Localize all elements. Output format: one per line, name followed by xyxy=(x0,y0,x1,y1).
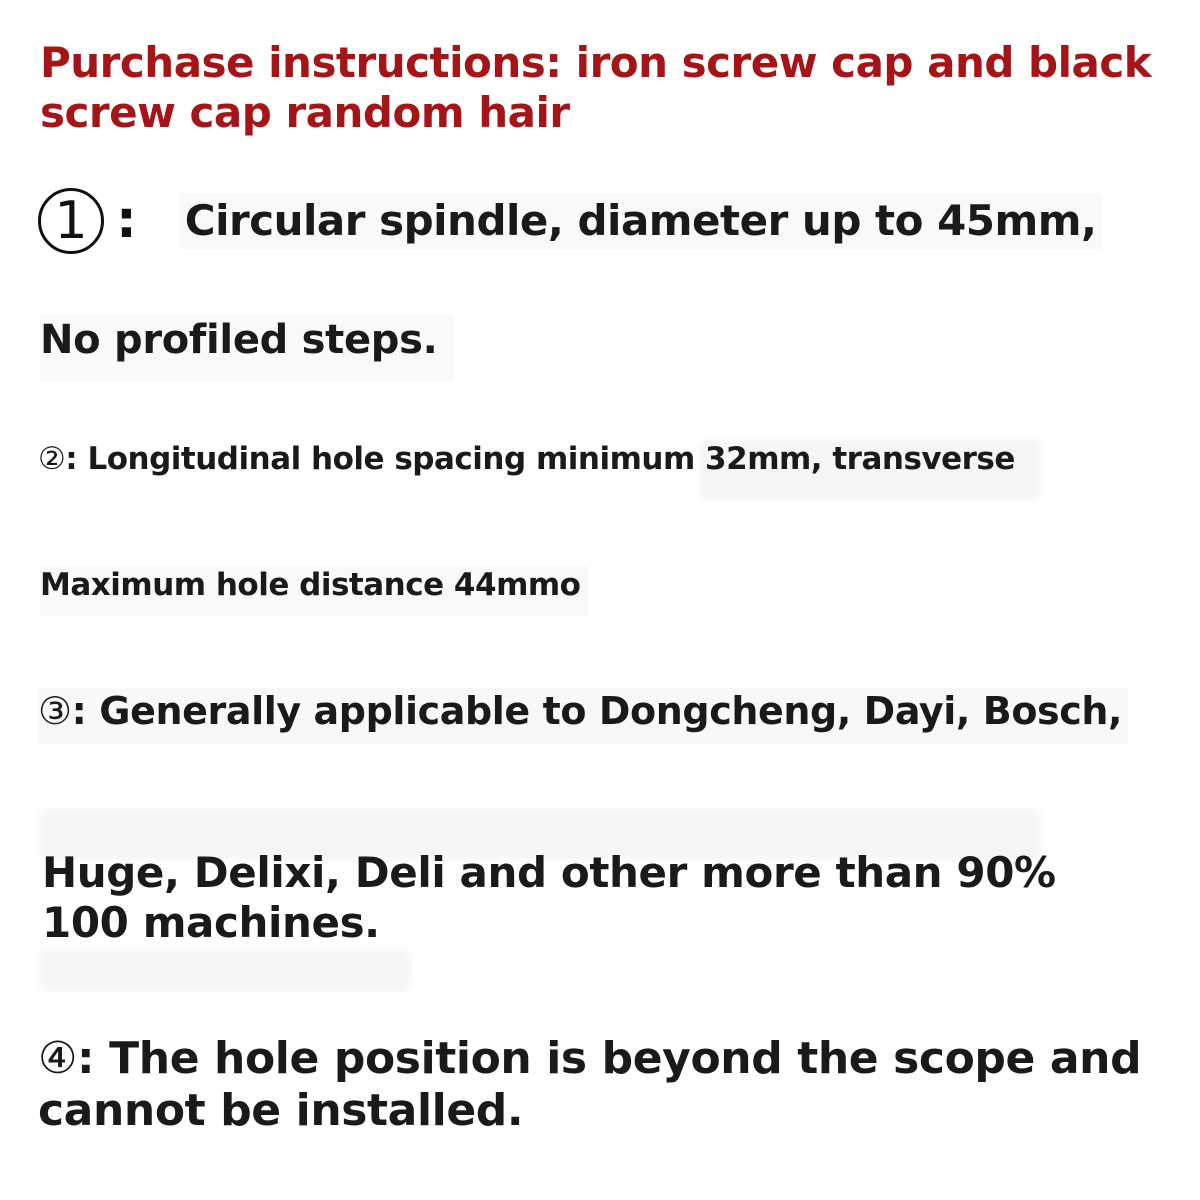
item-number-3: ③ xyxy=(38,689,72,733)
instruction-4 xyxy=(38,1033,1158,1137)
instruction-1 xyxy=(38,186,1103,256)
background-smudge xyxy=(40,950,410,990)
instruction-2-text: : Longitudinal hole spacing minimum 32mm, transverse xyxy=(65,441,1015,477)
item-number-2: ② xyxy=(38,441,66,477)
instruction-3 xyxy=(38,688,1128,744)
page-title: Purchase instructions: iron screw cap and black screw cap random hair xyxy=(40,38,1152,137)
item-number-4: ④ xyxy=(38,1033,78,1084)
instruction-2-continuation: Maximum hole distance 44mmo xyxy=(40,566,588,616)
instruction-1-text: Circular spindle, diameter up to 45mm, xyxy=(179,193,1103,249)
item-number-1: 1 xyxy=(38,188,104,254)
instruction-2 xyxy=(38,442,1015,478)
item-colon: : xyxy=(116,190,137,251)
instruction-1-continuation: No profiled steps. xyxy=(40,315,454,381)
instruction-3-continuation: Huge, Delixi, Deli and other more than 90% 100 machines. xyxy=(42,848,1056,947)
instruction-3-text: : Generally applicable to Dongcheng, Dayi, Bosch, xyxy=(71,689,1123,733)
instruction-4-text: : The hole position is beyond the scope and cannot be installed. xyxy=(38,1033,1142,1136)
